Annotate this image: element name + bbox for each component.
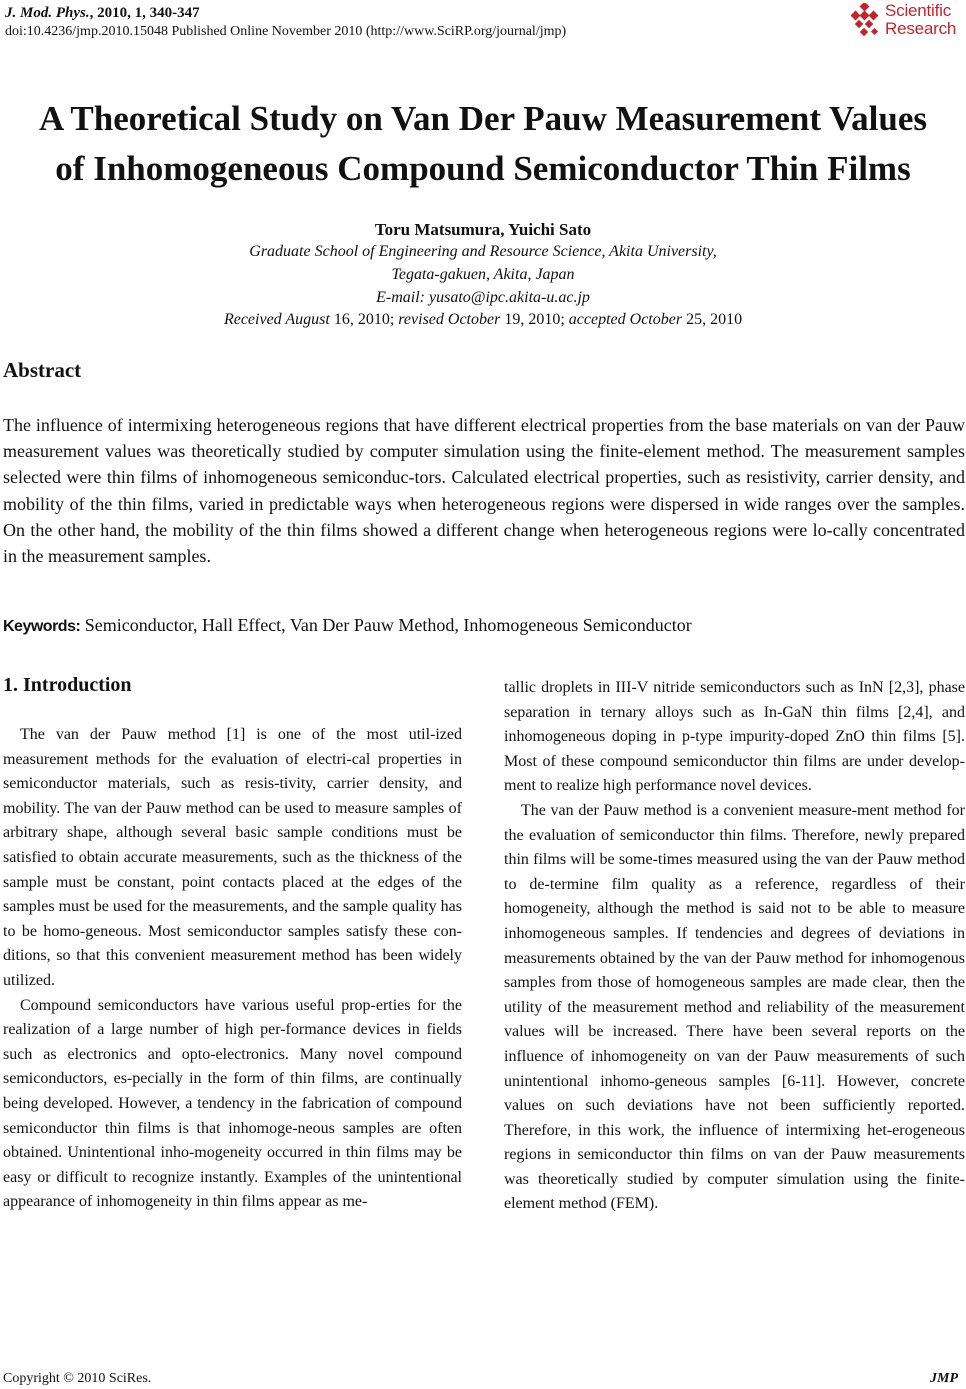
abstract-text: The influence of intermixing heterogeneous regions that have different electrical properties from the base materials on van der Pauw measurement values was theoretically studied by computer simulation using the finite-element method. The measurement samples selected were thin films of inhomogeneous semiconduc-tors. Calculated electrical properties, such as resistivity, carrier density, and mobility of the thin films, varied in predictable ways when heterogeneous regions were dispersed in wide ranges over the samples. On the other hand, the mobility of the thin films showed a different change when heterogeneous regions were lo-cally concentrated in the measurement samples. [3, 415, 965, 567]
footer-journal: JMP [930, 1371, 958, 1386]
journal-name: J. Mod. Phys. [5, 5, 90, 21]
email-label: E-mail [376, 289, 420, 306]
footer-copyright: Copyright © 2010 SciRes. [3, 1371, 152, 1386]
keywords [3, 615, 692, 636]
affiliation-line-2: Tegata-gakuen, Akita, Japan [391, 266, 575, 283]
logo-line-1: Scientific [885, 1, 952, 20]
keywords-list: Semiconductor, Hall Effect, Van Der Pauw Method, Inhomogeneous Semiconductor [80, 615, 692, 635]
paper-title [0, 94, 966, 194]
revised-date: 19, 2010; [500, 311, 569, 328]
paragraph: tallic droplets in III-V nitride semiconductors such as InN [2,3], phase separation in ternary alloys such as In-GaN thin films [2,4], and inhomogeneous doping in p-type impurity-doped ZnO thin films [5]. Most of these compound semiconductor thin films are under develop-ment to realize high performance novel devices. [504, 679, 965, 795]
right-column [504, 676, 965, 1217]
received-date: 16, 2010; [329, 311, 399, 328]
abstract-heading: Abstract [3, 358, 82, 382]
doi-line: doi:10.4236/jmp.2010.15048 Published Online November 2010 (http://www.SciRP.org/journal/jmp) [5, 24, 567, 39]
received-label: Received August [223, 311, 330, 328]
publisher-logo [848, 2, 966, 42]
received-dates [0, 311, 966, 329]
publisher-logo-icon [848, 3, 884, 41]
section-heading-introduction: 1. Introduction [3, 674, 132, 696]
revised-label: revised October [398, 311, 501, 328]
email-address: : yusato@ipc.akita-u.ac.jp [419, 289, 590, 306]
title-line-1: A Theoretical Study on Van Der Pauw Measurement Values [38, 99, 928, 138]
title-line-2: of Inhomogeneous Compound Semiconductor Thin Films [55, 149, 911, 188]
paragraph: The van der Pauw method is a convenient measure-ment method for the evaluation of semiconductor thin films. Therefore, newly prepared thin films will be some-times measured using the van der Pauw method to de-termine film quality as a reference, regardless of their homogeneity, although the method is said not to be able to measure inhomogeneous samples. If tendencies and degrees of deviations in measurements obtained by the van der Pauw method for inhomogenous samples from those of homogeneous samples are made clear, then the utility of the measurement method and reliability of the measurement values will be increased. There have been several reports on the influence of inhomogeneity on van der Pauw measurements of such unintentional inhomo-geneous samples [6-11]. However, concrete values on such deviations have not been sufficiently reported. Therefore, in this work, the influence of intermixing het-erogeneous regions in semiconductor thin films on van der Pauw measurements was theoretically studied by computer simulation using the finite-element method (FEM). [504, 801, 965, 1213]
journal-citation [5, 4, 200, 22]
journal-info: , 2010, 1, 340-347 [89, 5, 200, 21]
authors: Toru Matsumura, Yuichi Sato [374, 220, 592, 239]
publisher-logo-text [885, 2, 956, 38]
logo-line-2: Research [885, 19, 957, 38]
accepted-date: 25, 2010 [682, 311, 743, 328]
affiliation-line-1: Graduate School of Engineering and Resource Science, Akita University, [249, 243, 717, 260]
paragraph: The van der Pauw method [1] is one of the most util-ized measurement methods for the evaluation of electri-cal properties in semiconductor materials, such as resis-tivity, carrier density, and mobility. The van der Pauw method can be used to measure samples of arbitrary shape, although several basic sample conditions must be satisfied to obtain accurate measurements, such as the thickness of the sample must be constant, point contacts placed at the edges of the samples must be used for the measurements, and the sample quality has to be homo-geneous. Most semiconductor samples satisfy these con-ditions, so that this convenient measurement method has been widely utilized. [3, 726, 462, 989]
left-column [3, 723, 462, 1215]
accepted-label: accepted October [568, 311, 683, 328]
paragraph: Compound semiconductors have various useful prop-erties for the realization of a large number of high per-formance devices in fields such as electronics and opto-electronics. Many novel compound semiconductors, es-pecially in the form of thin films, are continually being developed. However, a tendency in the fabrication of compound semiconductor thin films is that inhomoge-neous samples are often obtained. Unintentional inho-mogeneity occurred in thin films may be easy or difficult to recognize instantly. Examples of the unintentional appearance of inhomogeneity in thin films appear as me- [3, 996, 462, 1211]
email-line [0, 289, 966, 307]
keywords-label: Keywords: [3, 618, 81, 635]
